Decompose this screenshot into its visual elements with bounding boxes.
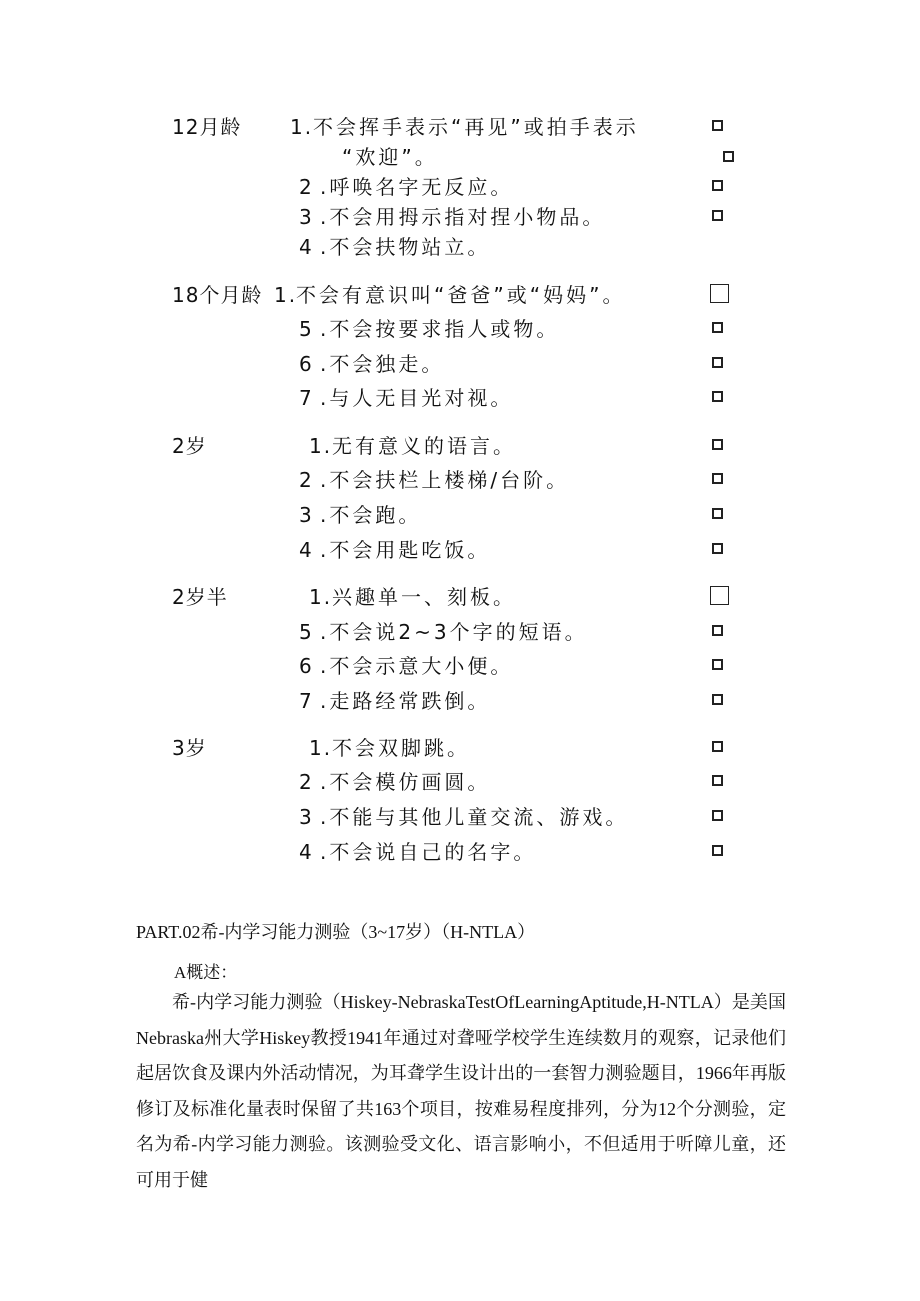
item-number: 7 bbox=[299, 689, 314, 713]
item-number: 6 bbox=[299, 654, 314, 678]
item-number: 5 bbox=[299, 317, 314, 341]
item-text: .不会扶物站立。 bbox=[320, 235, 491, 259]
item-number: 1. bbox=[290, 115, 314, 139]
checkbox[interactable] bbox=[712, 625, 723, 636]
checkbox[interactable] bbox=[712, 845, 723, 856]
item-text: .不会用匙吃饭。 bbox=[320, 538, 491, 562]
checkbox[interactable] bbox=[712, 439, 723, 450]
item-text: .不能与其他儿童交流、游戏。 bbox=[320, 805, 629, 829]
item-text: 不会有意识叫“爸爸”或“妈妈”。 bbox=[296, 283, 626, 307]
item-number: 1. bbox=[309, 736, 333, 760]
age-label: 2岁 bbox=[172, 434, 207, 458]
item-text: .不会扶栏上楼梯/台阶。 bbox=[320, 468, 570, 492]
checkbox[interactable] bbox=[712, 322, 723, 333]
item-text: .走路经常跌倒。 bbox=[320, 689, 491, 713]
item-number: 4 bbox=[299, 840, 314, 864]
checkbox[interactable] bbox=[712, 473, 723, 484]
item-number: 1. bbox=[274, 283, 298, 307]
item-text: 无有意义的语言。 bbox=[332, 434, 516, 458]
item-number: 6 bbox=[299, 352, 314, 376]
overview-paragraph: 希-内学习能力测验（Hiskey-NebraskaTestOfLearningAptitude,H-NTLA）是美国Nebraska州大学Hiskey教授1941年通过对聋哑学校学生连续数月的观察，记录他们起居饮食及课内外活动情况，为耳聋学生设计出的一套智力测验题目，1966年再版修订及标准化量表时保留了共163个项目，按难易程度排列，分为12个分测验，定名为希-内学习能力测验。该测验受文化、语言影响小，不但适用于听障儿童，还可用于健 bbox=[136, 992, 786, 1190]
item-number: 7 bbox=[299, 386, 314, 410]
item-text: 兴趣单一、刻板。 bbox=[332, 585, 516, 609]
item-number: 5 bbox=[299, 620, 314, 644]
item-number: 3 bbox=[299, 205, 314, 229]
item-number: 4 bbox=[299, 235, 314, 259]
checkbox[interactable] bbox=[712, 391, 723, 402]
age-label: 2岁半 bbox=[172, 585, 228, 609]
item-number: 2 bbox=[299, 770, 314, 794]
item-number: 3 bbox=[299, 805, 314, 829]
item-text: .不会用拇示指对捏小物品。 bbox=[320, 205, 606, 229]
checkbox[interactable] bbox=[723, 151, 734, 162]
section-subheading: A概述： bbox=[174, 963, 238, 982]
checkbox[interactable] bbox=[712, 180, 723, 191]
age-label: 18个月龄 bbox=[172, 283, 263, 307]
checkbox[interactable] bbox=[712, 659, 723, 670]
item-number: 2 bbox=[299, 468, 314, 492]
item-text: “欢迎”。 bbox=[342, 145, 438, 169]
item-text: .不会示意大小便。 bbox=[320, 654, 514, 678]
item-text: .不会模仿画圆。 bbox=[320, 770, 491, 794]
item-text: 不会挥手表示“再见”或拍手表示 bbox=[313, 115, 639, 139]
checkbox[interactable] bbox=[712, 775, 723, 786]
checkbox[interactable] bbox=[712, 543, 723, 554]
checkbox[interactable] bbox=[712, 508, 723, 519]
item-number: 2 bbox=[299, 175, 314, 199]
item-text: .不会跑。 bbox=[320, 503, 422, 527]
item-text: 不会双脚跳。 bbox=[332, 736, 470, 760]
item-number: 1. bbox=[309, 434, 333, 458]
checkbox[interactable] bbox=[712, 210, 723, 221]
item-text: .不会独走。 bbox=[320, 352, 445, 376]
checkbox[interactable] bbox=[712, 357, 723, 368]
item-number: 3 bbox=[299, 503, 314, 527]
item-text: .呼唤名字无反应。 bbox=[320, 175, 514, 199]
section-heading: PART.02希-内学习能力测验（3~17岁）（H-NTLA） bbox=[136, 922, 536, 942]
item-text: .不会说2~3个字的短语。 bbox=[320, 620, 588, 644]
checkbox[interactable] bbox=[712, 120, 723, 131]
item-text: .不会说自己的名字。 bbox=[320, 840, 537, 864]
checkbox[interactable] bbox=[712, 694, 723, 705]
checkbox[interactable] bbox=[712, 741, 723, 752]
checkbox[interactable] bbox=[712, 810, 723, 821]
age-label: 3岁 bbox=[172, 736, 207, 760]
item-text: .不会按要求指人或物。 bbox=[320, 317, 560, 341]
item-number: 1. bbox=[309, 585, 333, 609]
checkbox[interactable] bbox=[710, 586, 729, 605]
item-text: .与人无目光对视。 bbox=[320, 386, 514, 410]
age-label: 12月龄 bbox=[172, 115, 242, 139]
item-number: 4 bbox=[299, 538, 314, 562]
checkbox[interactable] bbox=[710, 284, 729, 303]
